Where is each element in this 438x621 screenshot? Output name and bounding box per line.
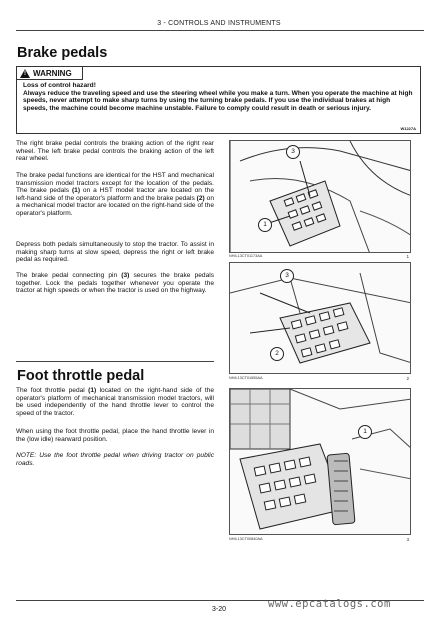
warning-label: ! WARNING — [17, 67, 83, 80]
header-rule — [16, 30, 424, 31]
figure-1-illustration — [230, 141, 411, 253]
brake-paragraph-4: The brake pedal connecting pin (3) secures the brake pedals together. Lock the pedals together whenever you operate the tractor at high speeds or when the tractor is used on the highway. — [16, 272, 214, 295]
figure-1-callout: 3 — [286, 145, 300, 159]
figure-3-callout: 1 — [358, 425, 372, 439]
brake-paragraph-2: The brake pedal functions are identical for the HST and mechanical transmission model tractors except for the location of the pedals. The brake pedals (1) on a HST model tractor are located on the left-hand side of the operator's platform and the brake pedals (2) on a mechanical model tractor are located on the right-hand side of the operator's platform. — [16, 172, 214, 217]
figure-2-callout: 3 — [280, 269, 294, 283]
figure-1-brake-pedals-hst — [229, 140, 411, 253]
section-header: 3 - CONTROLS AND INSTRUMENTS — [157, 20, 281, 27]
figure-2-brake-pedals-mechanical — [229, 262, 411, 374]
brake-pedals-title: Brake pedals — [17, 45, 108, 61]
figure-3-caption: NHIL13CT00840AA 3 — [229, 537, 409, 542]
page-number: 3-20 — [211, 606, 226, 613]
figure-3-illustration — [230, 389, 411, 535]
figure-2-caption: NHIL13CT01655AA 2 — [229, 376, 409, 381]
watermark: www.epcatalogs.com — [268, 598, 391, 610]
warning-code: W1227A — [400, 126, 416, 131]
figure-1-callout: 1 — [258, 218, 272, 232]
figure-3-foot-throttle — [229, 388, 411, 535]
throttle-paragraph-2: When using the foot throttle pedal, place the hand throttle lever in the (low idle) rearward position. — [16, 428, 214, 443]
figure-1-caption: NHIL13CT01173AA 1 — [229, 254, 409, 259]
throttle-note: NOTE: Use the foot throttle pedal when driving tractor on public roads. — [16, 452, 214, 467]
brake-paragraph-3: Depress both pedals simultaneously to stop the tractor. To assist in making sharp turns at slow speed, depress the right or left brake pedal as required. — [16, 241, 214, 264]
warning-triangle-icon: ! — [20, 69, 30, 78]
figure-2-callout: 2 — [270, 347, 284, 361]
warning-text: Loss of control hazard! Always reduce the traveling speed and use the steering wheel while you make a turn. When you operate the machine at high speeds, never attempt to make sharp turns by using the turning brake pedals. If you use the individual brakes at high speeds, the machine could become machine unstable. Failure to comply could result in death or serious injury. — [23, 82, 413, 112]
figure-2-illustration — [230, 263, 411, 374]
brake-paragraph-1: The right brake pedal controls the braking action of the right rear wheel. The left brake pedal controls the braking action of the left rear wheel. — [16, 140, 214, 163]
throttle-paragraph-1: The foot throttle pedal (1) located on the right-hand side of the operator's platform of mechanical transmission model tractors, will be used independently of the hand throttle lever to control the speed of the tractor. — [16, 387, 215, 417]
warning-box — [16, 66, 421, 134]
foot-throttle-title: Foot throttle pedal — [17, 368, 145, 384]
section-rule — [16, 361, 214, 362]
